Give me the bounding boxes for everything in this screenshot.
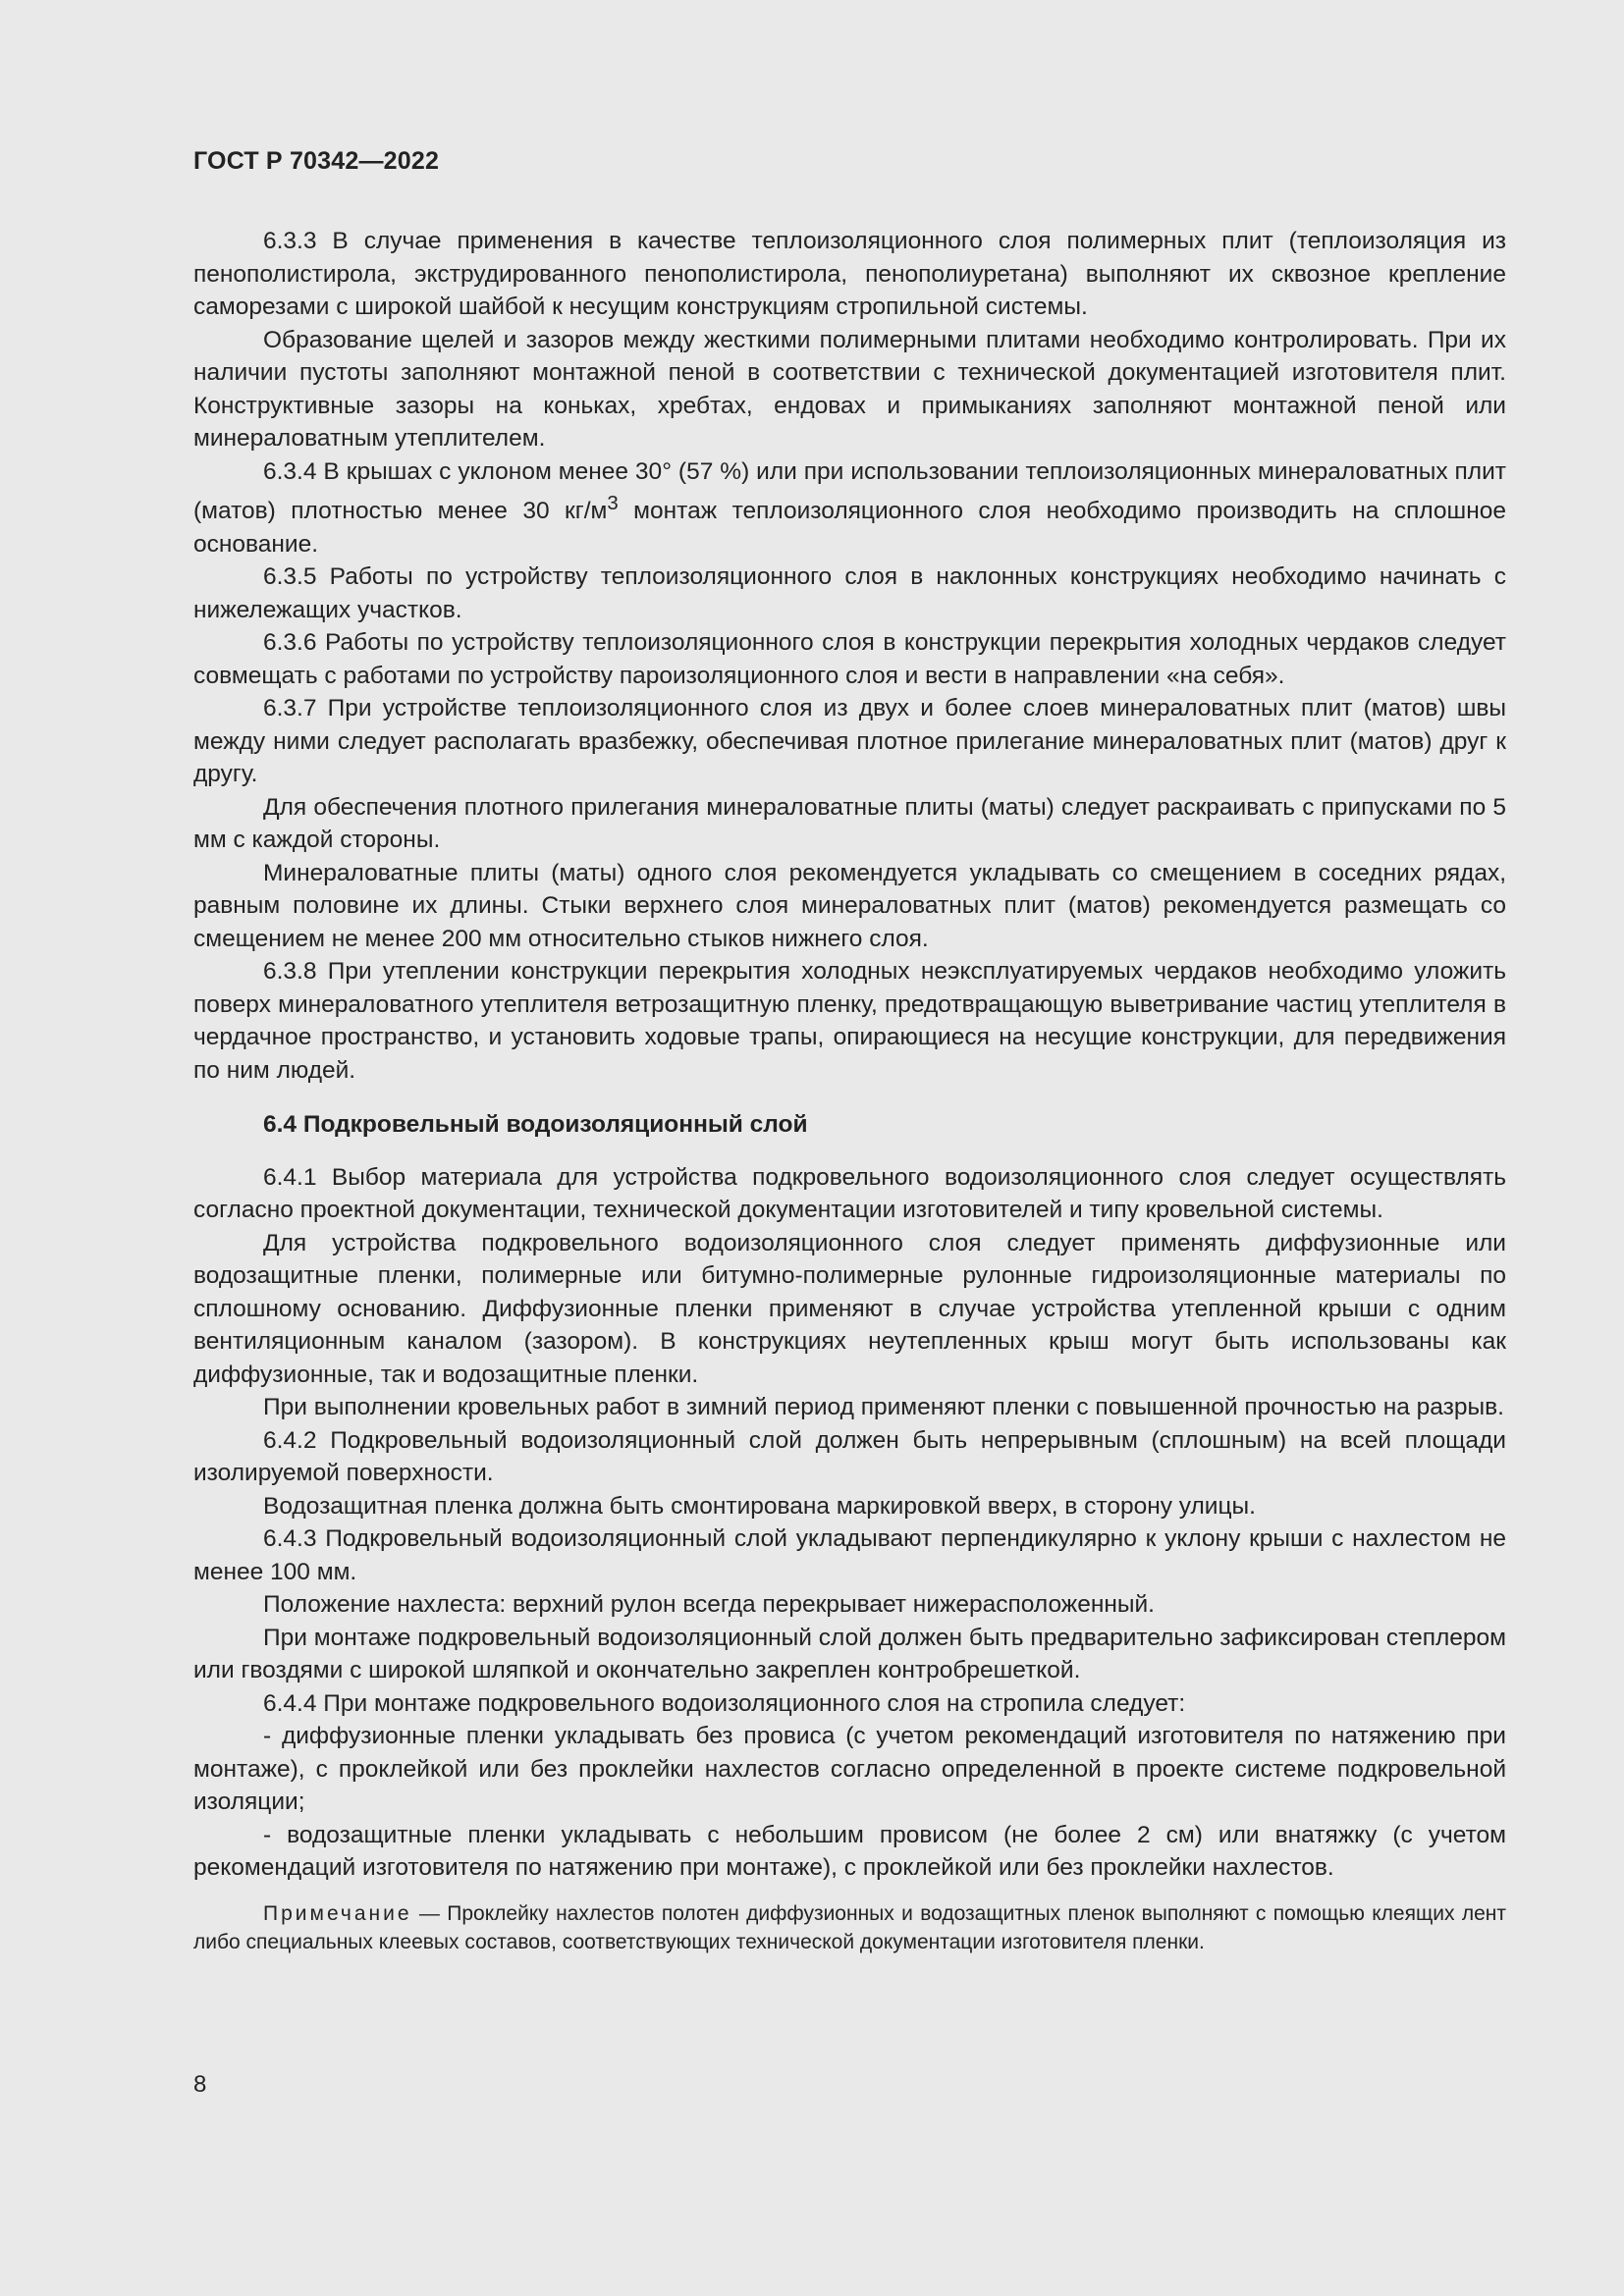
paragraph-6-3-6: 6.3.6 Работы по устройству теплоизоляционного слоя в конструкции перекрытия холодных чердаков следует совмещать с работами по устройству пароизоляционного слоя и вести в направлении «на себя». <box>193 629 1506 689</box>
note <box>193 1899 1506 1956</box>
paragraph: Водозащитная пленка должна быть смонтирована маркировкой вверх, в сторону улицы. <box>263 1492 1256 1520</box>
note-label: Примечание <box>263 1901 412 1925</box>
paragraph-6-4-3: 6.4.3 Подкровельный водоизоляционный слой укладывают перпендикулярно к уклону крыши с нахлестом не менее 100 мм. <box>193 1525 1506 1585</box>
paragraph: Положение нахлеста: верхний рулон всегда перекрывает нижерасположенный. <box>263 1591 1155 1619</box>
note-text: — Проклейку нахлестов полотен диффузионных и водозащитных пленок выполняют с помощью клеящих лент либо специальных клеевых составов, соответствующих технической документации изготовителя пленки. <box>193 1901 1506 1953</box>
paragraph-6-3-3: 6.3.3 В случае применения в качестве теплоизоляционного слоя полимерных плит (теплоизоляция из пенополистирола, экструдированного пенополистирола, пенополиуретана) выполняют их сквозное крепление саморезами с широкой шайбой к несущим конструкциям стропильной системы. <box>193 228 1506 320</box>
paragraph-6-3-7: 6.3.7 При устройстве теплоизоляционного слоя из двух и более слоев минераловатных плит (матов) швы между ними следует располагать вразбежку, обеспечивая плотное прилегание минераловатных плит (матов) друг к другу. <box>193 695 1506 788</box>
paragraph-6-3-8: 6.3.8 При утеплении конструкции перекрытия холодных неэксплуатируемых чердаков необходимо уложить поверх минераловатного утеплителя ветрозащитную пленку, предотвращающую выветривание частиц утеплителя в чердачное пространство, и установить ходовые трапы, опирающиеся на несущие конструкции, для передвижения по ним людей. <box>193 958 1506 1084</box>
page-number: 8 <box>193 2071 207 2098</box>
list-item: - диффузионные пленки укладывать без провиса (с учетом рекомендаций изготовителя по натяжению при монтаже), с проклейкой или без проклейки нахлестов согласно определенной в проекте системе подкровельной изоляции; <box>193 1723 1506 1816</box>
paragraph: Для обеспечения плотного прилегания минераловатные плиты (маты) следует раскраивать с припусками по 5 мм с каждой стороны. <box>193 793 1506 854</box>
superscript: 3 <box>607 493 619 514</box>
paragraph-text: 6.3.4 В крышах с уклоном менее 30° (57 %) или при использовании теплоизоляционных минераловатных плит (матов) плотностью менее 30 кг/м <box>193 457 1506 525</box>
list-item: - водозащитные пленки укладывать с небольшим провисом (не более 2 см) или внатяжку (с учетом рекомендаций изготовителя по натяжению при монтаже), с проклейкой или без проклейки нахлестов. <box>193 1821 1506 1882</box>
section-heading: 6.4 Подкровельный водоизоляционный слой <box>263 1111 808 1139</box>
paragraph: При выполнении кровельных работ в зимний период применяют пленки с повышенной прочностью на разрыв. <box>263 1394 1504 1421</box>
paragraph: Для устройства подкровельного водоизоляционного слоя следует применять диффузионные или водозащитные пленки, полимерные или битумно-полимерные рулонные гидроизоляционные материалы по сплошному основанию. Диффузионные пленки применяют в случае устройства утепленной крыши с одним вентиляционным каналом (зазором). В конструкциях неутепленных крыш могут быть использованы как диффузионные, так и водозащитные пленки. <box>193 1229 1506 1388</box>
paragraph: Минераловатные плиты (маты) одного слоя рекомендуется укладывать со смещением в соседних рядах, равным половине их длины. Стыки верхнего слоя минераловатных плит (матов) рекомендуется размещать со смещением не менее 200 мм относительно стыков нижнего слоя. <box>193 859 1506 952</box>
document-body <box>193 225 1506 1956</box>
paragraph-text: монтаж теплоизоляционного слоя необходимо производить на сплошное основание. <box>193 498 1506 558</box>
document-page <box>193 0 1506 2296</box>
paragraph-6-4-2: 6.4.2 Подкровельный водоизоляционный слой должен быть непрерывным (сплошным) на всей площади изолируемой поверхности. <box>193 1426 1506 1487</box>
paragraph-6-3-5: 6.3.5 Работы по устройству теплоизоляционного слоя в наклонных конструкциях необходимо начинать с нижележащих участков. <box>193 563 1506 623</box>
paragraph-6-4-4: 6.4.4 При монтаже подкровельного водоизоляционного слоя на стропила следует: <box>263 1689 1186 1717</box>
paragraph-6-3-4 <box>193 455 1506 561</box>
paragraph-6-4-1: 6.4.1 Выбор материала для устройства подкровельного водоизоляционного слоя следует осуществлять согласно проектной документации, технической документации изготовителей и типу кровельной системы. <box>193 1163 1506 1224</box>
document-header: ГОСТ Р 70342—2022 <box>193 147 440 175</box>
paragraph: Образование щелей и зазоров между жесткими полимерными плитами необходимо контролировать. При их наличии пустоты заполняют монтажной пеной в соответствии с технической документацией изготовителя плит. Конструктивные зазоры на коньках, хребтах, ендовах и примыканиях заполняют монтажной пеной или минераловатным утеплителем. <box>193 326 1506 452</box>
paragraph: При монтаже подкровельный водоизоляционный слой должен быть предварительно зафиксирован степлером или гвоздями с широкой шляпкой и окончательно закреплен контробрешеткой. <box>193 1624 1506 1684</box>
